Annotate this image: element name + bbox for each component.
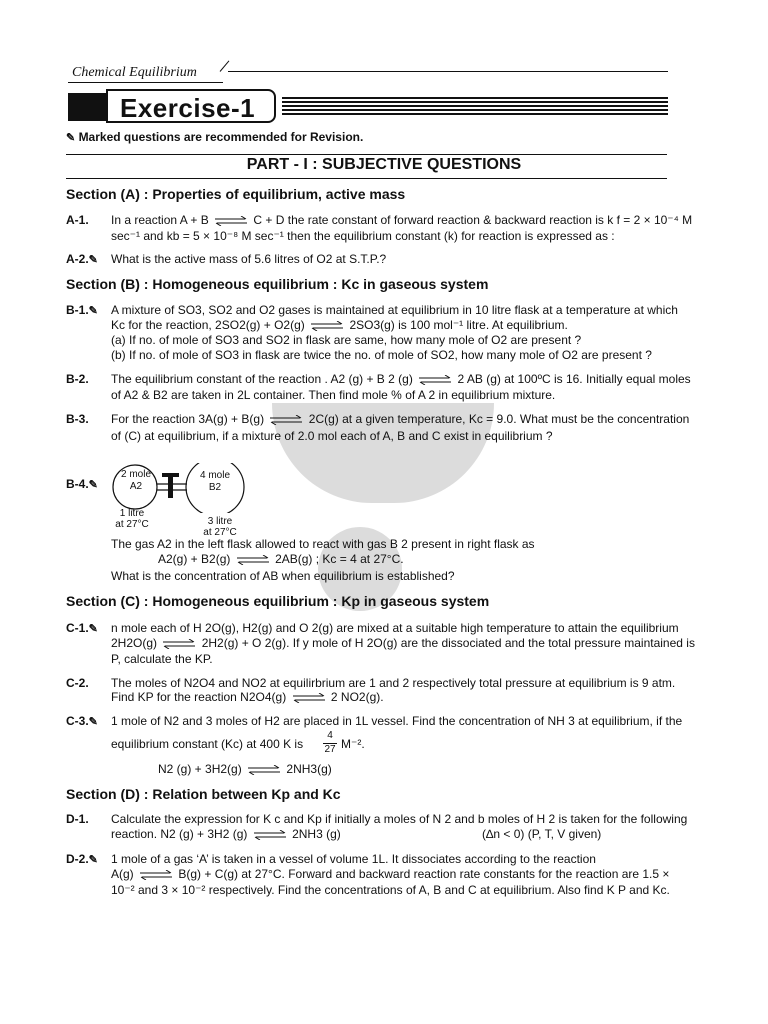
section-c-heading: Section (C) : Homogeneous equilibrium : Kp in gaseous system	[66, 593, 490, 609]
question-d2-line-3: 10⁻² and 3 × 10⁻² respectively. Find the concentrations of A, B and C at equilibrium. Also find K P and Kc.	[111, 883, 670, 897]
question-b4-number	[66, 477, 98, 491]
header-rule-top	[228, 71, 668, 72]
question-d1-line-1: Calculate the expression for K c and Kp if initially a moles of N 2 and b moles of H 2 is taken for the following	[111, 812, 688, 826]
question-b2-number: B-2.	[66, 372, 89, 386]
question-d2-text-a: A(g)	[111, 867, 134, 881]
question-c1-line-1: n mole each of H 2O(g), H2(g) and O 2(g) are mixed at a suitable high temperature to attain the equilibrium	[111, 621, 679, 635]
question-b1-text-a: Kc for the reaction, 2SO2(g) + O2(g)	[111, 318, 305, 332]
question-a1-text-a: In a reaction A + B	[111, 213, 209, 227]
equilibrium-arrow-icon	[310, 321, 344, 331]
flask-2-temperature: at 27°C	[203, 527, 237, 538]
question-b2-line-2: of A2 & B2 are taken in 2L container. Then find mole % of A 2 in equilibrium mixture.	[111, 388, 556, 402]
question-b2-text-b: 2 AB (g) at 100ºC is 16. Initially equal moles	[457, 372, 691, 386]
question-d1-line-2	[111, 827, 341, 841]
pencil-icon: ✎	[88, 623, 98, 635]
question-b3-line-1	[111, 412, 689, 426]
question-b1-line-4: (b) If no. of mole of SO3 in flask are twice the no. of mole of SO2, how many mole of O2 are present ?	[111, 348, 652, 362]
question-c3-line-1: 1 mole of N2 and 3 moles of H2 are placed in 1L vessel. Find the concentration of NH 3 at equilibrium, if the	[111, 714, 683, 728]
question-a1-line-1	[111, 213, 692, 227]
equilibrium-arrow-icon	[292, 693, 326, 703]
exercise-title: Exercise-1	[106, 89, 276, 123]
exercise-bar	[68, 93, 106, 121]
question-b2-line-1	[111, 372, 691, 386]
question-a2-line-1: What is the active mass of 5.6 litres of O2 at S.T.P.?	[111, 252, 387, 266]
question-d2-number	[66, 852, 98, 866]
pencil-icon: ✎	[88, 479, 98, 491]
flask-1-moles: 2 mole	[120, 469, 151, 480]
fraction-denominator: 27	[324, 744, 336, 755]
question-d2-text-b: B(g) + C(g) at 27°C. Forward and backward reaction rate constants for the reaction are 1.5 ×	[178, 867, 670, 881]
flask-2-gas: B2	[208, 482, 222, 493]
question-c2-line-2	[111, 690, 384, 704]
revision-note	[66, 130, 363, 144]
question-b4-text-b: 2AB(g) ; Kc = 4 at 27°C.	[275, 552, 404, 566]
question-a1-text-b: C + D the rate constant of forward reaction & backward reaction is k f = 2 × 10⁻⁴ M	[253, 213, 693, 227]
pencil-icon: ✎	[88, 716, 98, 728]
question-c3-text-a: N2 (g) + 3H2(g)	[158, 762, 242, 776]
part-title: PART - I : SUBJECTIVE QUESTIONS	[246, 156, 522, 173]
question-c1-line-3: P, calculate the KP.	[111, 652, 213, 666]
question-b4-line-3: What is the concentration of AB when equilibrium is established?	[111, 569, 455, 583]
question-b4-text-a: A2(g) + B2(g)	[158, 552, 231, 566]
question-c3-number	[66, 714, 98, 728]
equilibrium-arrow-icon	[418, 375, 452, 385]
question-b3-line-2: of (C) at equilibrium, if a mixture of 2.0 mol each of A, B and C exist in equilibrium ?	[111, 429, 553, 443]
question-b1-text-b: 2SO3(g) is 100 mol⁻¹ litre. At equilibrium.	[349, 318, 568, 332]
question-b1-num: B-1.	[66, 303, 89, 317]
question-b1-line-1: A mixture of SO3, SO2 and O2 gases is maintained at equilibrium in 10 litre flask at a temperature at which	[111, 303, 678, 317]
question-b1-line-2	[111, 318, 568, 332]
question-c1-line-2	[111, 636, 695, 650]
question-d2-line-1: 1 mole of a gas ‘A’ is taken in a vessel of volume 1L. It dissociates according to the reaction	[111, 852, 596, 866]
question-d1-text-b: 2NH3 (g)	[292, 827, 341, 841]
equilibrium-arrow-icon	[247, 765, 281, 775]
part-rule-top	[66, 154, 667, 155]
question-a2-num: A-2.	[66, 252, 89, 266]
question-a2-number	[66, 252, 98, 266]
question-c1-num: C-1.	[66, 621, 89, 635]
section-d-heading: Section (D) : Relation between Kp and Kc	[66, 786, 341, 802]
question-b4-num: B-4.	[66, 477, 89, 491]
question-c3-line-2-unit: M⁻².	[341, 737, 365, 751]
question-c3-num: C-3.	[66, 714, 89, 728]
question-b1-line-3: (a) If no. of mole of SO3 and SO2 in flask are same, how many mole of O2 are present ?	[111, 333, 582, 347]
section-a-heading: Section (A) : Properties of equilibrium, active mass	[66, 186, 406, 202]
question-c2-text-a: Find KP for the reaction N2O4(g)	[111, 690, 287, 704]
question-c1-text-b: 2H2(g) + O 2(g). If y mole of H 2O(g) are the dissociated and the total pressure maintained is	[201, 636, 695, 650]
pencil-icon: ✎	[88, 305, 98, 317]
question-b1-number	[66, 303, 98, 317]
flask-1-gas: A2	[129, 481, 143, 492]
question-a1-number: A-1.	[66, 213, 89, 227]
question-b3-number: B-3.	[66, 412, 89, 426]
question-c1-number	[66, 621, 98, 635]
flask-2-volume: 3 litre	[207, 516, 233, 527]
flask-1-temperature: at 27°C	[115, 519, 149, 530]
question-d2-num: D-2.	[66, 852, 89, 866]
question-d1-condition: (∆n < 0) (P, T, V given)	[482, 827, 602, 841]
question-a1-line-2: sec⁻¹ and kb = 5 × 10⁻⁸ M sec⁻¹ then the equilibrium constant (k) for reaction is expressed as :	[111, 229, 615, 243]
question-c2-text-b: 2 NO2(g).	[330, 690, 384, 704]
exercise-stripes	[282, 97, 668, 115]
equilibrium-arrow-icon	[139, 870, 173, 880]
question-b4-line-2	[158, 552, 404, 566]
question-c3-line-2-text: equilibrium constant (Kc) at 400 K is	[111, 737, 304, 751]
flask-2-moles: 4 mole	[199, 470, 230, 481]
question-c2-line-1: The moles of N2O4 and NO2 at equilirbrium are 1 and 2 respectively total pressure at equilibrium is 9 atm.	[111, 676, 676, 690]
chapter-title: Chemical Equilibrium	[72, 65, 197, 80]
equilibrium-arrow-icon	[162, 639, 196, 649]
equilibrium-arrow-icon	[253, 830, 287, 840]
revision-note-text: Marked questions are recommended for Revision.	[78, 130, 364, 144]
part-rule-bottom	[66, 178, 667, 179]
pencil-icon: ✎	[88, 254, 98, 266]
question-b2-text-a: The equilibrium constant of the reaction . A2 (g) + B 2 (g)	[111, 372, 413, 386]
question-d1-text-a: reaction. N2 (g) + 3H2 (g)	[111, 827, 248, 841]
pencil-icon: ✎	[88, 854, 98, 866]
equilibrium-arrow-icon	[214, 216, 248, 226]
question-c3-line-3	[158, 762, 332, 776]
question-c3-text-b: 2NH3(g)	[286, 762, 332, 776]
header-rule	[68, 82, 223, 83]
equilibrium-arrow-icon	[269, 415, 303, 425]
question-b3-text-b: 2C(g) at a given temperature, Kc = 9.0. What must be the concentration	[308, 412, 690, 426]
equilibrium-arrow-icon	[236, 555, 270, 565]
question-b3-text-a: For the reaction 3A(g) + B(g)	[111, 412, 265, 426]
fraction-numerator: 4	[327, 730, 333, 741]
question-d2-line-2	[111, 867, 669, 881]
question-d1-number: D-1.	[66, 812, 89, 826]
section-b-heading: Section (B) : Homogeneous equilibrium : Kc in gaseous system	[66, 276, 489, 292]
question-b4-line-1: The gas A2 in the left flask allowed to react with gas B 2 present in right flask as	[111, 537, 535, 551]
flask-1-volume: 1 litre	[119, 508, 145, 519]
pencil-icon: ✎	[66, 132, 76, 144]
question-c2-number: C-2.	[66, 676, 89, 690]
question-c1-text-a: 2H2O(g)	[111, 636, 158, 650]
